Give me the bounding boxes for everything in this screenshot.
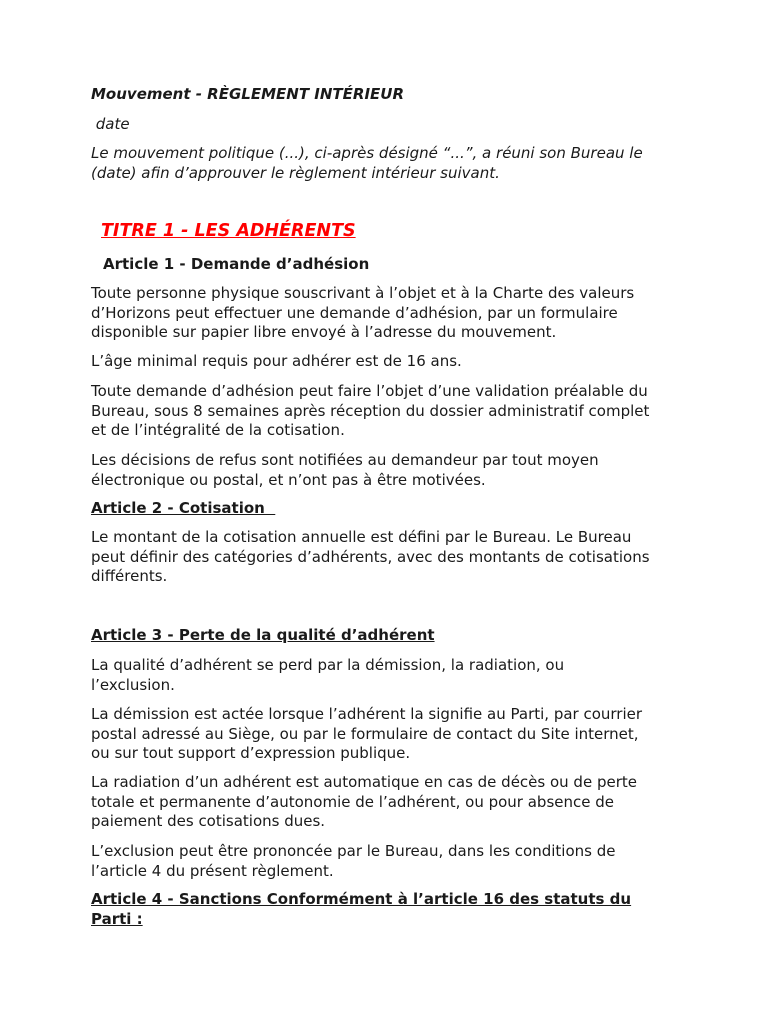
article-2-heading: Article 2 - Cotisation (91, 499, 276, 517)
article-3-paragraph-4: L’exclusion peut être prononcée par le Bureau, dans les conditions de l’article 4 du présent règlement. (91, 842, 616, 880)
article-2-paragraph-1: Le montant de la cotisation annuelle est défini par le Bureau. Le Bureau peut définir des catégories d’adhérents, avec des montants de cotisations différents. (91, 528, 650, 586)
intro-paragraph: Le mouvement politique (...), ci-après désigné “...”, a réuni son Bureau le (date) afin d’approuver le règlement intérieur suivant. (91, 144, 643, 182)
article-1-paragraph-1: Toute personne physique souscrivant à l’objet et à la Charte des valeurs d’Horizons peut effectuer une demande d’adhésion, par un formulaire disponible sur papier libre envoyé à l’adresse du mouvement. (91, 284, 635, 342)
article-1-paragraph-2: L’âge minimal requis pour adhérer est de 16 ans. (91, 352, 462, 370)
article-1-paragraph-3: Toute demande d’adhésion peut faire l’objet d’une validation préalable du Bureau, sous 8 semaines après réception du dossier administratif complet et de l’intégralité de la cotisation. (91, 382, 650, 440)
document-title: Mouvement - RÈGLEMENT INTÉRIEUR (91, 85, 405, 103)
article-1-heading: Article 1 - Demande d’adhésion (103, 255, 370, 273)
article-3-heading: Article 3 - Perte de la qualité d’adhérent (91, 626, 435, 644)
document-date: date (91, 115, 130, 133)
article-3-paragraph-1: La qualité d’adhérent se perd par la démission, la radiation, ou l’exclusion. (91, 656, 565, 694)
article-4-heading: Article 4 - Sanctions Conformément à l’article 16 des statuts du Parti : (91, 890, 632, 928)
article-3-paragraph-2: La démission est actée lorsque l’adhérent la signifie au Parti, par courrier postal adressé au Siège, ou par le formulaire de contact du Site internet, ou sur tout support d’expression publique. (91, 705, 643, 763)
titre-1-heading: TITRE 1 - LES ADHÉRENTS (101, 221, 356, 241)
article-1-paragraph-4: Les décisions de refus sont notifiées au demandeur par tout moyen électronique ou postal, et n’ont pas à être motivées. (91, 451, 599, 489)
article-3-paragraph-3: La radiation d’un adhérent est automatique en cas de décès ou de perte totale et permanente d’autonomie de l’adhérent, ou pour absence de paiement des cotisations dues. (91, 773, 637, 831)
